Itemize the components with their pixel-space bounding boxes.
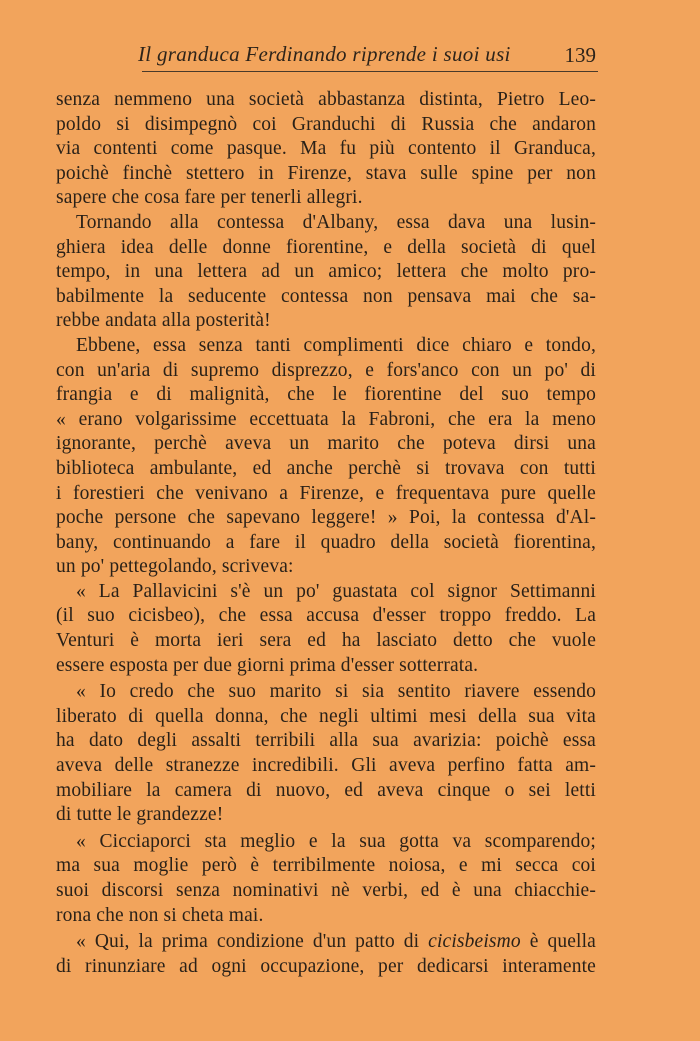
text-line: liberato di quella donna, che negli ultimi mesi della sua vita — [56, 705, 596, 727]
text-line: di rinunziare ad ogni occupazione, per dedicarsi interamente — [56, 955, 596, 977]
text-line: di tutte le grandezze! — [56, 804, 224, 826]
text-fragment: « Qui, la prima condizione d'un patto di — [76, 931, 429, 953]
text-line: aveva delle stranezze incredibili. Gli aveva perfino fatta am- — [56, 755, 596, 777]
text-line: Tornando alla contessa d'Albany, essa dava una lusin- — [76, 211, 596, 233]
text-line: via contenti come pasque. Ma fu più contento il Granduca, — [56, 138, 596, 160]
text-line: biblioteca ambulante, ed anche perchè si trovava con tutti — [56, 457, 596, 479]
text-line: suoi discorsi senza nominativi nè verbi, ed è una chiacchie- — [56, 880, 596, 901]
text-line: « La Pallavicini s'è un po' guastata col signor Settimanni — [76, 580, 596, 602]
text-line: Venturi è morta ieri sera ed ha lasciato detto che vuole — [56, 630, 596, 652]
text-line: babilmente la seducente contessa non pensava mai che sa- — [56, 285, 596, 307]
text-line: essere esposta per due giorni prima d'esser sotterrata. — [56, 654, 479, 676]
header-rule — [142, 71, 598, 72]
text-line: ma sua moglie però è terribilmente noiosa, e mi secca coi — [56, 855, 596, 877]
text-line: ignorante, perchè aveva un marito che poteva dirsi una — [56, 433, 596, 455]
page-header — [56, 42, 596, 78]
text-line: poche persone che sapevano leggere! » Poi, la contessa d'Al- — [56, 507, 596, 529]
text-line: senza nemmeno una società abbastanza distinta, Pietro Leo- — [56, 89, 596, 110]
text-line: con un'aria di supremo disprezzo, e fors'anco con un po' di — [56, 359, 596, 381]
text-line: sapere che cosa fare per tenerli allegri. — [56, 187, 363, 209]
running-title: Il granduca Ferdinando riprende i suoi usi — [138, 42, 511, 66]
text-line-with-emphasis — [56, 930, 596, 955]
text-line: Ebbene, essa senza tanti complimenti dice chiaro e tondo, — [76, 334, 596, 356]
text-line: bany, continuando a fare il quadro della società fiorentina, — [56, 531, 596, 553]
text-line: rona che non si cheta mai. — [56, 904, 264, 926]
text-line: poldo si disimpegnò coi Granduchi di Russia che andaron — [56, 113, 596, 135]
text-line: mobiliare la camera di nuovo, ed aveva cinque o sei letti — [56, 779, 596, 801]
page-number: 139 — [564, 43, 596, 67]
text-line: frangia e di malignità, che le fiorentine del suo tempo — [56, 384, 596, 406]
text-line: ha dato degli assalti terribili alla sua avarizia: poichè essa — [56, 730, 596, 752]
text-line: rebbe andata alla posterità! — [56, 310, 271, 332]
body-text — [56, 88, 596, 979]
text-line: (il suo cicisbeo), che essa accusa d'esser troppo freddo. La — [56, 605, 596, 627]
text-line: « Cicciaporci sta meglio e la sua gotta va scomparendo; — [76, 830, 596, 852]
text-line: tempo, in una lettera ad un amico; lettera che molto pro- — [56, 261, 596, 283]
italic-term: cicisbeismo — [428, 931, 521, 953]
text-line: poichè finchè stettero in Firenze, stava sulle spine per non — [56, 162, 596, 184]
text-fragment: è quella — [520, 931, 596, 953]
text-line: « Io credo che suo marito si sia sentito riavere essendo — [76, 681, 596, 703]
text-line: un po' pettegolando, scriveva: — [56, 556, 294, 578]
text-line: ghiera idea delle donne fiorentine, e della società di quel — [56, 236, 596, 258]
text-line: i forestieri che venivano a Firenze, e frequentava pure quelle — [56, 482, 596, 504]
text-line: « erano volgarissime eccettuata la Fabroni, che era la meno — [56, 408, 596, 430]
